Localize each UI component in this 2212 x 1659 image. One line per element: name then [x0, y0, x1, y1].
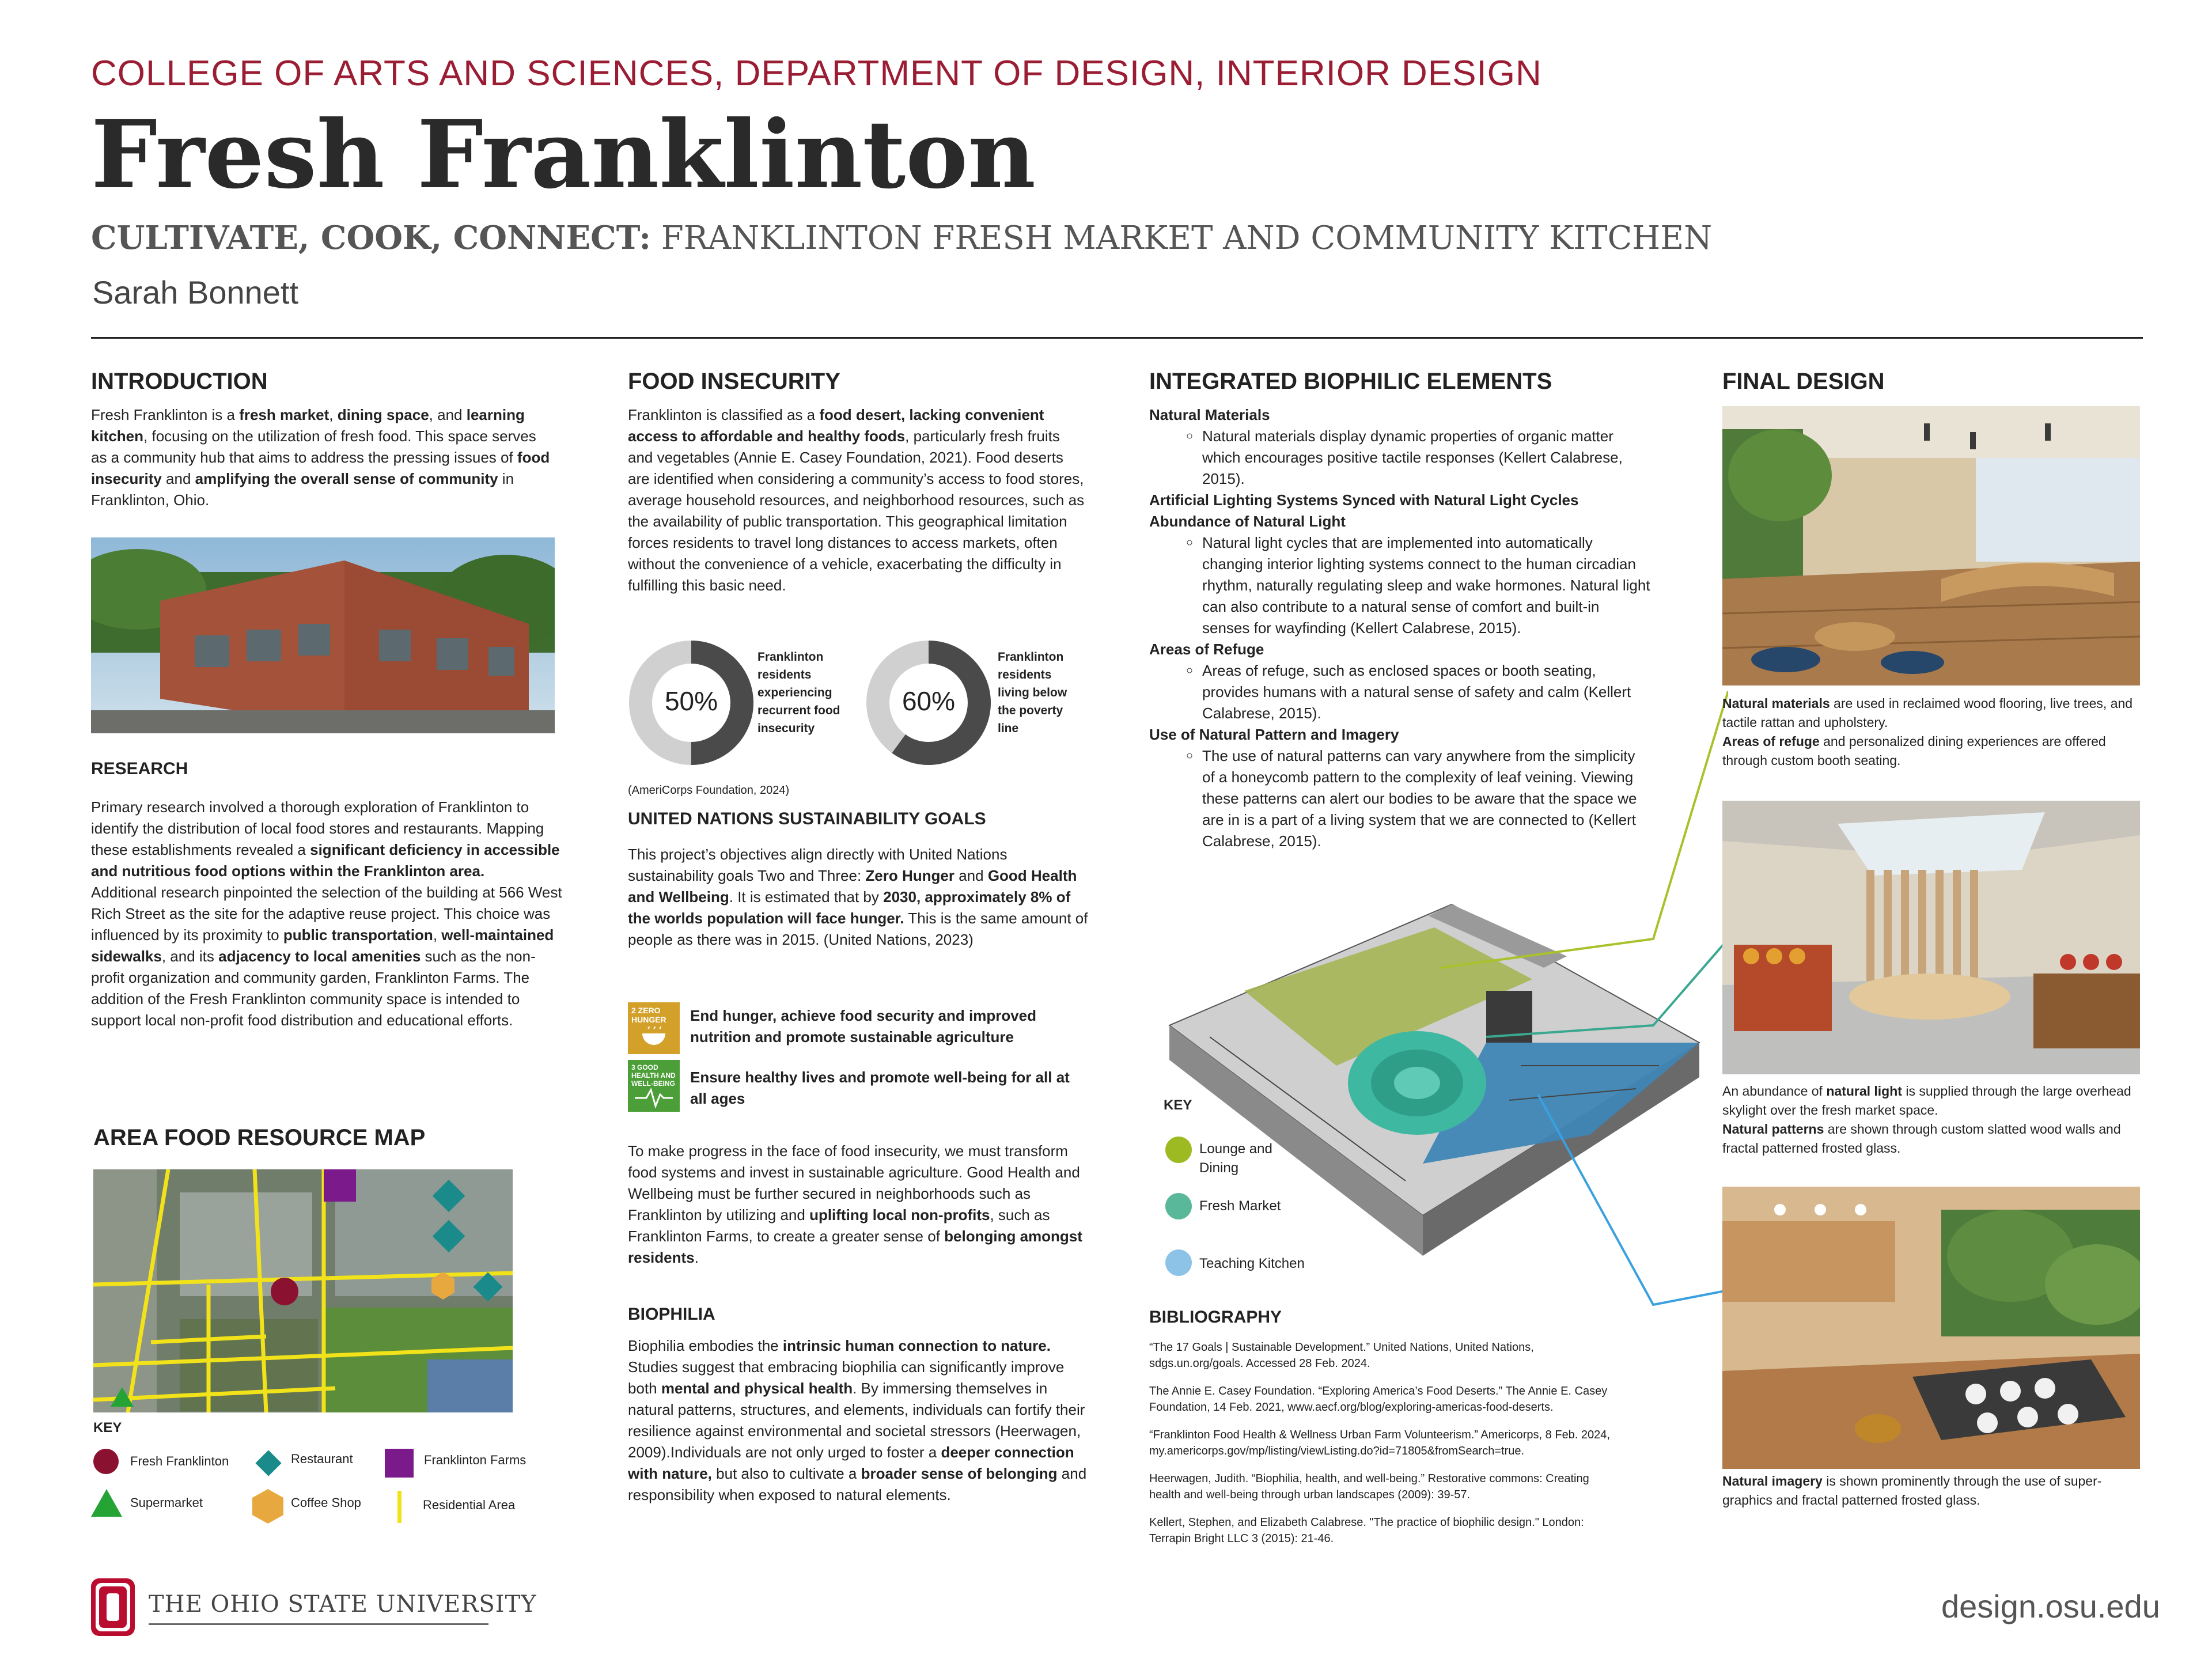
biophilic-h2: Artificial Lighting Systems Synced with Natural Light Cycles: [1149, 491, 1579, 509]
plan-key-teaching-kitchen: Teaching Kitchen: [1199, 1256, 1305, 1271]
biophilic-p5: ○ The use of natural patterns can vary anywhere from the simplicity of a honeycomb pattern to the complexity of leaf veining. Viewing these patterns can alert our bodies to be aware that the space we are in is a part of a living system that we are connected to (Kellert Calabrese, 2015).: [1149, 745, 1650, 852]
supermarket-marker-icon: [91, 1489, 122, 1517]
restaurant-marker-icon: [252, 1447, 285, 1479]
food-insecurity-heading: FOOD INSECURITY: [628, 369, 840, 394]
stat2-label: Franklinton residents living below the poverty line: [998, 650, 1067, 735]
research-heading: RESEARCH: [91, 759, 188, 778]
final-design-heading: FINAL DESIGN: [1722, 369, 1885, 394]
biophilic-h3: Abundance of Natural Light: [1149, 513, 1346, 530]
bibliography-ref: The Annie E. Casey Foundation. “Exploring America’s Food Deserts.” The Annie E. Casey Foundation, 14 Feb. 2021, www.aecf.org/blog/exploring-americas-food-deserts.: [1149, 1385, 1608, 1414]
biophilic-h1: Natural Materials: [1149, 406, 1270, 423]
stat1-value: 50%: [664, 686, 718, 716]
teaching-kitchen-swatch-icon: [1165, 1249, 1192, 1277]
area-food-resource-map: [93, 1169, 513, 1412]
map-key-coffee-shop: Coffee Shop: [291, 1495, 361, 1510]
caption-lounge-dining: Natural materials are used in reclaimed wood flooring, live trees, and tactile rattan and upholstery. Areas of refuge and personalized dining experiences are offered through custom booth seating.: [1722, 696, 2133, 768]
biophilia-heading: BIOPHILIA: [628, 1305, 715, 1324]
rendering-teaching-kitchen: [1722, 1187, 2140, 1469]
plan-key-fresh-market: Fresh Market: [1199, 1198, 1281, 1214]
research-text: Primary research involved a thorough exploration of Franklinton to identify the distribution of local food stores and restaurants. Mapping these establishments revealed a significant deficiency in accessible and nutritious food options within the Franklinton area. Additional research pinpointed the selection of the building at 566 West Rich Street as the site for the adaptive reuse project. This choice was influenced by its proximity to public transportation, well-maintained sidewalks, and its adjacency to local amenities such as the non-profit organization and community garden, Franklinton Farms. The addition of the Fresh Franklinton community space is intended to support local non-profit food distribution and educational efforts.: [91, 798, 562, 1029]
biophilic-heading: INTEGRATED BIOPHILIC ELEMENTS: [1149, 369, 1552, 394]
header-divider: [91, 337, 2143, 339]
subtitle-bold: CULTIVATE, COOK, CONNECT:: [91, 219, 652, 257]
department-line: COLLEGE OF ARTS AND SCIENCES, DEPARTMENT OF DESIGN, INTERIOR DESIGN: [91, 54, 1542, 93]
osu-block-o-logo-icon: [91, 1578, 135, 1636]
rendering-fresh-market: [1722, 801, 2140, 1074]
biophilic-p1: ○ Natural materials display dynamic properties of organic matter which encourages positive tactile responses (Kellert Calabrese, 2015).: [1149, 426, 1650, 490]
map-key-residential-area: Residential Area: [423, 1498, 516, 1512]
map-key-fresh-franklinton: Fresh Franklinton: [130, 1454, 229, 1468]
sdg-goal-3-text: Ensure healthy lives and promote well-being for all at all ages: [690, 1069, 1070, 1107]
bibliography-ref: Kellert, Stephen, and Elizabeth Calabrese. "The practice of biophilic design." London: Terrapin Bright LLC 3 (2015): 21-46.: [1149, 1516, 1584, 1545]
university-underline: [149, 1623, 488, 1625]
biophilia-text: Biophilia embodies the intrinsic human connection to nature. Studies suggest that embracing biophilia can significantly improve both mental and physical health. By immersing themselves in natural patterns, structures, and elements, individuals can fortify their resilience against environmental and societal stressors (Heerwagen, 2009).Individuals are not only urged to foster a deeper connection with nature, but also to cultivate a broader sense of belonging and responsibility when exposed to natural elements.: [628, 1337, 1087, 1503]
food-insecurity-text: Franklinton is classified as a food desert, lacking convenient access to affordable and healthy foods, particularly fresh fruits and vegetables (Annie E. Casey Foundation, 2021). Food deserts are identified when considering a community’s access to food stores, average household resources, and neighborhood resources, such as the availability of public transportation. This geographical limitation forces residents to travel long distances to access markets, often without the convenience of a vehicle, exacerbating the difficulty in fulfilling this basic need.: [628, 406, 1085, 594]
sdg-goal-3-icon: 3 GOOD HEALTH AND WELL-BEING: [628, 1060, 680, 1112]
poster-subtitle: [91, 219, 1712, 257]
coffee-shop-marker-icon: [252, 1489, 283, 1524]
subtitle-rest: FRANKLINTON FRESH MARKET AND COMMUNITY KITCHEN: [651, 219, 1713, 257]
intro-text: Fresh Franklinton is a fresh market, dining space, and learning kitchen, focusing on the utilization of fresh food. This space serves as a community hub that aims to address the pressing issues of food insecurity and amplifying the overall sense of community in Franklinton, Ohio.: [91, 406, 550, 509]
un-goals-heading: UNITED NATIONS SUSTAINABILITY GOALS: [628, 809, 986, 828]
plan-key-lounge-dining: Lounge and Dining: [1199, 1141, 1272, 1176]
fresh-franklinton-marker-icon: [92, 1448, 120, 1475]
callout-leader-lines: [1382, 691, 1728, 1325]
map-key-heading: KEY: [93, 1420, 122, 1435]
lounge-dining-swatch-icon: [1165, 1136, 1192, 1164]
un-goals-text: This project’s objectives align directly with United Nations sustainability goals Two and Three: Zero Hunger and Good Health and Wellbeing. It is estimated that by 2030, approximately 8% of the worlds population will face hunger. This is the same amount of people as there was in 2015. (United Nations, 2023): [628, 846, 1088, 948]
poster-title: Fresh Franklinton: [91, 100, 1036, 210]
footer-url[interactable]: design.osu.edu: [1941, 1588, 2160, 1624]
bibliography-list: [1149, 1339, 1610, 1547]
building-photo: [91, 537, 555, 733]
bibliography-ref: Heerwagen, Judith. “Biophilia, health, and well-being.” Restorative commons: Creating health and well-being through urban landscapes (2009): 39-57.: [1149, 1472, 1589, 1501]
biophilic-p3: ○ Natural light cycles that are implemented into automatically changing interior lighting systems connect to the human circadian rhythm, naturally regulating sleep and wake hormones. Natural light can also contribute to a natural sense of comfort and built-in senses for wayfinding (Kellert Calabrese, 2015).: [1149, 532, 1650, 639]
rendering-lounge-dining: [1722, 406, 2140, 685]
bibliography-ref: “Franklinton Food Health & Wellness Urban Farm Volunteerism.” Americorps, 8 Feb. 2024, my.americorps.gov/mp/listing/viewListing.do?id=71805&fromSearch=true.: [1149, 1429, 1610, 1457]
biophilic-h4: Areas of Refuge: [1149, 641, 1264, 658]
sdg-goal-2-text: End hunger, achieve food security and improved nutrition and promote sustainable agriculture: [690, 1007, 1037, 1046]
stats-source: (AmeriCorps Foundation, 2024): [628, 784, 790, 797]
map-key-franklinton-farms: Franklinton Farms: [424, 1453, 527, 1467]
biophilic-p4: ○ Areas of refuge, such as enclosed spaces or booth seating, provides humans with a natural sense of safety and calm (Kellert Calabrese, 2015).: [1149, 660, 1650, 724]
fresh-market-swatch-icon: [1165, 1192, 1192, 1220]
bibliography-ref: “The 17 Goals | Sustainable Development.” United Nations, United Nations, sdgs.un.org/goals. Accessed 28 Feb. 2024.: [1149, 1341, 1534, 1370]
map-key-supermarket: Supermarket: [130, 1495, 203, 1510]
franklinton-farms-marker-icon: [385, 1449, 414, 1478]
stat1-label: Franklinton residents experiencing recurrent food insecurity: [757, 650, 840, 735]
un-goals-text-2: To make progress in the face of food insecurity, we must transform food systems and invest in sustainable agriculture. Good Health and Wellbeing must be further secured in neighborhoods such as Franklinton by utilizing and uplifting local non-profits, such as Franklinton Farms, to create a greater sense of belonging amongst residents.: [628, 1142, 1082, 1266]
biophilic-h5: Use of Natural Pattern and Imagery: [1149, 726, 1399, 743]
plan-key-heading: KEY: [1164, 1097, 1192, 1113]
map-heading: AREA FOOD RESOURCE MAP: [93, 1125, 426, 1150]
map-key-restaurant: Restaurant: [291, 1452, 353, 1466]
intro-heading: INTRODUCTION: [91, 369, 268, 394]
residential-area-marker-icon: [397, 1491, 402, 1523]
caption-teaching-kitchen: Natural imagery is shown prominently through the use of super-graphics and fractal patterned frosted glass.: [1722, 1474, 2102, 1508]
caption-fresh-market: An abundance of natural light is supplied through the large overhead skylight over the fresh market space. Natural patterns are shown through custom slatted wood walls and fractal patterned frosted glass.: [1722, 1084, 2131, 1156]
university-name: THE OHIO STATE UNIVERSITY: [149, 1591, 537, 1618]
sdg-goal-2-icon: 2 ZERO HUNGER: [628, 1002, 680, 1054]
author-name: Sarah Bonnett: [92, 274, 299, 310]
bibliography-heading: BIBLIOGRAPHY: [1149, 1308, 1282, 1327]
stat2-value: 60%: [902, 686, 956, 716]
